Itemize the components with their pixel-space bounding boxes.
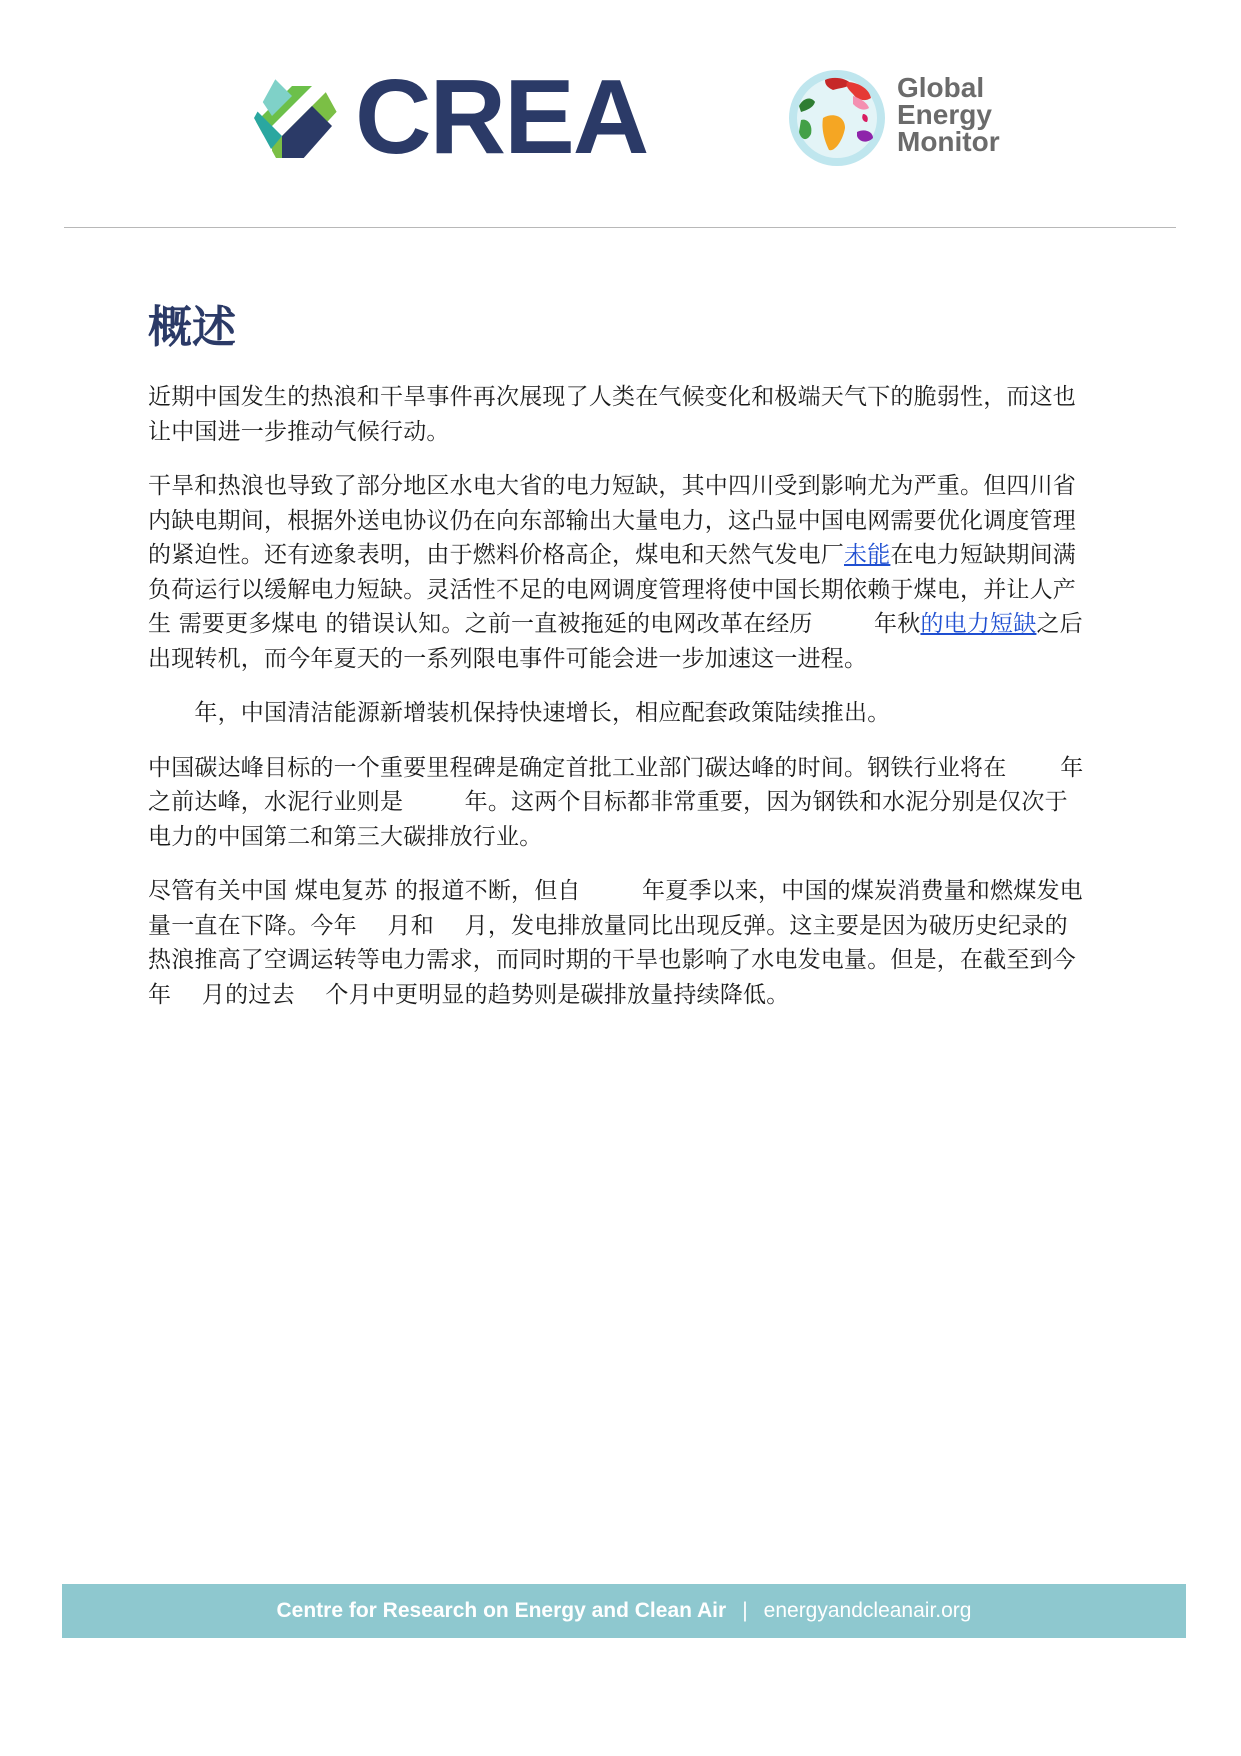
paragraph-2-text-c: 之后出现转机，而今年夏天的一系列限电事件可能会进一步加速这一进程。 [148, 611, 1083, 672]
gem-line-1: Global [897, 72, 985, 103]
paragraph-4: 中国碳达峰目标的一个重要里程碑是确定首批工业部门碳达峰的时间。钢铁行业将在 年之前达峰，水泥行业则是 年。这两个目标都非常重要，因为钢铁和水泥分别是仅次于电力的中国第二和第三大碳排放行业。 [148, 754, 1084, 850]
gem-wordmark [897, 74, 1000, 155]
page-title: 概述 [148, 302, 236, 353]
globe-icon [787, 68, 887, 168]
crea-wordmark: CREA [355, 58, 648, 176]
paragraph-2 [148, 469, 1088, 676]
crea-logo-icon [252, 76, 342, 160]
link-cannot[interactable]: 未能 [844, 542, 891, 568]
footer-separator: | [742, 1599, 748, 1622]
paragraph-1: 近期中国发生的热浪和干旱事件再次展现了人类在气候变化和极端天气下的脆弱性，而这也让中国进一步推动气候行动。 [148, 384, 1076, 445]
paragraph-3: 年，中国清洁能源新增装机保持快速增长，相应配套政策陆续推出。 [148, 700, 891, 726]
footer-url[interactable]: energyandcleanair.org [763, 1599, 972, 1622]
footer-bar [62, 1584, 1186, 1638]
page-header [0, 0, 1241, 230]
footer-org-name: Centre for Research on Energy and Clean Air [276, 1599, 727, 1622]
paragraph-2-text-b: 在电力短缺期间满负荷运行以缓解电力短缺。灵活性不足的电网调度管理将使中国长期依赖于煤电，并让人产生 需要更多煤电 的错误认知。之前一直被拖延的电网改革在经历 年秋 [148, 542, 1077, 637]
paragraph-5: 尽管有关中国 煤电复苏 的报道不断，但自 年夏季以来，中国的煤炭消费量和燃煤发电量一直在下降。今年 月和 月，发电排放量同比出现反弹。这主要是因为破历史纪录的热浪推高了空调运转等电力需求，而同时期的干旱也影响了水电发电量。但是，在截至到今年 月的过去 个月中更明显的趋势则是碳排放量持续降低。 [148, 878, 1083, 1008]
header-divider [64, 227, 1176, 228]
gem-line-3: Monitor [897, 126, 1000, 157]
paragraph-2-text-a: 干旱和热浪也导致了部分地区水电大省的电力短缺，其中四川受到影响尤为严重。但四川省内缺电期间，根据外送电协议仍在向东部输出大量电力，这凸显中国电网需要优化调度管理的紧迫性。还有迹象表明，由于燃料价格高企，煤电和天然气发电厂 [148, 473, 1076, 568]
main-content [148, 300, 1088, 1032]
link-power-shortage[interactable]: 的电力短缺 [920, 611, 1037, 637]
gem-line-2: Energy [897, 99, 992, 130]
